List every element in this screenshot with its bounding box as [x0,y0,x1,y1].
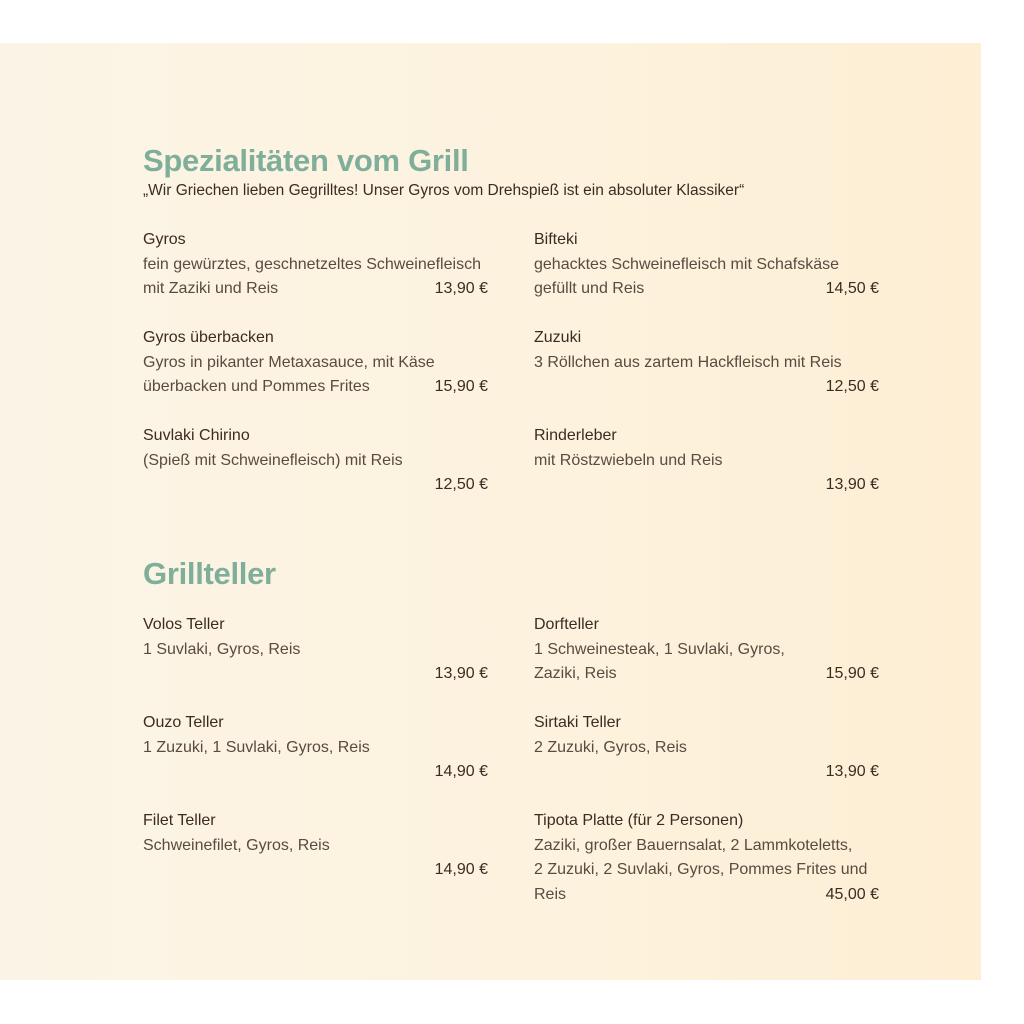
item-price: 15,90 € [825,665,879,682]
menu-item-filet-teller [143,809,488,883]
menu-item-sirtaki-teller [534,711,879,785]
menu-item-dorfteller [534,613,879,687]
item-description: Zaziki, großer Bauernsalat, 2 Lammkoteletts, [534,836,853,854]
item-description: Schweinefilet, Gyros, Reis [143,836,330,854]
item-name: Rinderleber [534,427,617,444]
item-name: Gyros [143,231,186,248]
item-description: gehacktes Schweinefleisch mit Schafskäse [534,255,840,273]
item-name: Ouzo Teller [143,714,224,731]
menu-item-zuzuki [534,326,879,400]
item-name: Dorfteller [534,616,599,633]
item-description: 1 Suvlaki, Gyros, Reis [143,640,301,658]
item-description: gefüllt und Reis [534,280,645,297]
item-price: 13,90 € [825,763,879,780]
section-title-grillteller: Grillteller [143,556,276,591]
item-price: 13,90 € [434,665,488,682]
item-name: Bifteki [534,231,578,248]
item-name: Tipota Platte (für 2 Personen) [534,812,744,829]
item-description: (Spieß mit Schweinefleisch) mit Reis [143,451,403,469]
menu-item-bifteki [534,228,879,302]
item-name: Zuzuki [534,329,582,346]
item-description: fein gewürztes, geschnetzeltes Schweinefleisch [143,255,481,273]
item-price: 14,90 € [434,861,488,878]
item-description: 2 Zuzuki, 2 Suvlaki, Gyros, Pommes Frites und [534,861,868,878]
section-title-grill-specialties: Spezialitäten vom Grill [143,143,469,178]
item-price: 15,90 € [434,378,488,395]
item-description: 3 Röllchen aus zartem Hackfleisch mit Reis [534,353,842,371]
section-quote: „Wir Griechen lieben Gegrilltes! Unser Gyros vom Drehspieß ist ein absoluter Klassiker“ [143,182,745,199]
menu-item-gyros [143,228,488,302]
item-description: 1 Schweinesteak, 1 Suvlaki, Gyros, [534,640,785,658]
menu-item-gyros-ueberbacken [143,326,488,400]
item-price: 13,90 € [825,476,879,493]
menu-item-rinderleber [534,424,879,498]
item-description: Gyros in pikanter Metaxasauce, mit Käse [143,353,435,371]
menu-item-volos-teller [143,613,488,687]
item-name: Filet Teller [143,812,216,829]
item-description: mit Röstzwiebeln und Reis [534,451,723,469]
item-name: Suvlaki Chirino [143,427,250,444]
item-description: 1 Zuzuki, 1 Suvlaki, Gyros, Reis [143,738,370,756]
item-description: mit Zaziki und Reis [143,280,279,297]
item-price: 13,90 € [434,280,488,297]
menu-item-ouzo-teller [143,711,488,785]
item-name: Volos Teller [143,616,225,633]
menu-item-tipota-platte [534,809,879,907]
item-price: 12,50 € [825,378,879,395]
item-description: 2 Zuzuki, Gyros, Reis [534,738,687,756]
item-price: 14,90 € [434,763,488,780]
item-description: Reis [534,885,567,903]
item-price: 45,00 € [825,885,879,903]
item-description: überbacken und Pommes Frites [143,378,370,395]
item-price: 14,50 € [825,280,879,297]
item-name: Gyros überbacken [143,329,274,346]
item-name: Sirtaki Teller [534,714,621,731]
item-price: 12,50 € [434,476,488,493]
item-description: Zaziki, Reis [534,665,617,682]
menu-item-suvlaki-chirino [143,424,488,498]
